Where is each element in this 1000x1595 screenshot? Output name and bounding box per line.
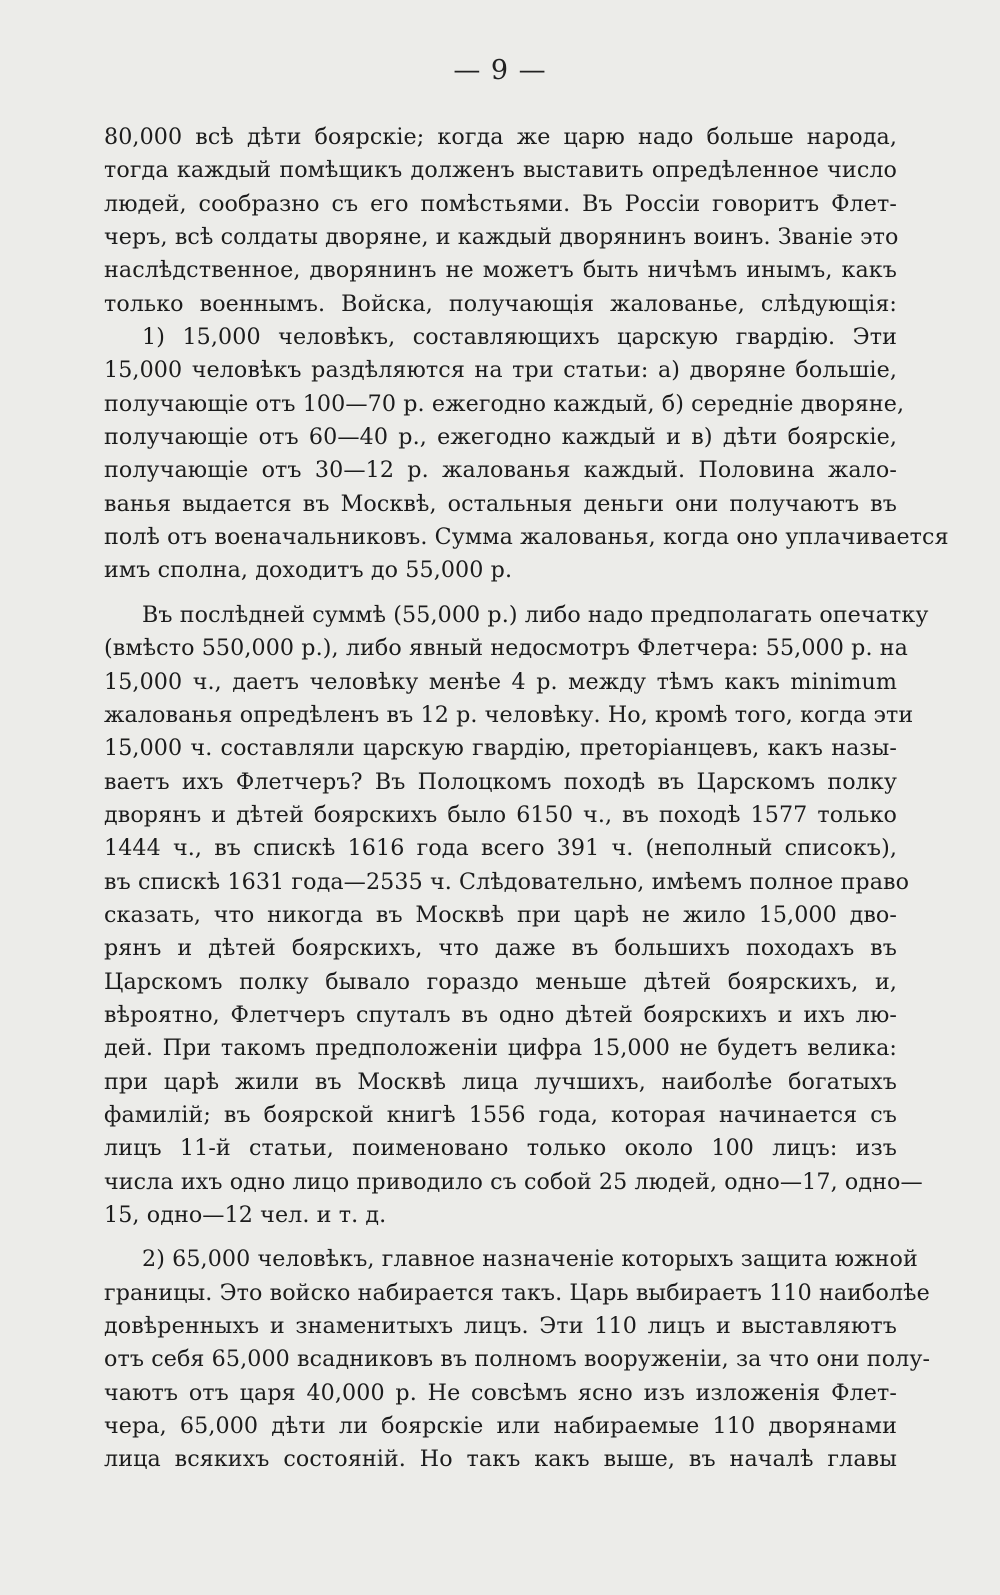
text-line: рянъ и дѣтей боярскихъ, что даже въ большихъ походахъ въ [104,935,897,962]
text-line: 15,000 ч., даетъ человѣку менѣе 4 р. между тѣмъ какъ minimum [104,668,897,695]
text-line: лица всякихъ состояній. Но такъ какъ выше, въ началѣ главы [104,1446,897,1473]
paragraph-start-line: 1) 15,000 человѣкъ, составляющихъ царскую гвардію. Эти [142,324,897,351]
paragraph-gap [104,1232,897,1243]
text-line: ваетъ ихъ Флетчеръ? Въ Полоцкомъ походѣ въ Царскомъ полку [104,768,897,795]
text-line: Царскомъ полку бывало гораздо меньше дѣтей боярскихъ, и, [104,968,897,995]
text-line: получающіе отъ 60—40 р., ежегодно каждый и в) дѣти боярскіе, [104,424,897,451]
paragraph-end-line: 15, одно—12 чел. и т. д. [104,1202,387,1228]
text-line: сказать, что никогда въ Москвѣ при царѣ не жило 15,000 дво- [104,901,897,928]
text-line: людей, сообразно съ его помѣстьями. Въ Россіи говоритъ Флет- [104,190,897,217]
text-line: (вмѣсто 550,000 р.), либо явный недосмотръ Флетчера: 55,000 р. на [104,635,908,662]
text-line: въ спискѣ 1631 года—2535 ч. Слѣдовательно, имѣемъ полное право [104,868,910,895]
text-line: 1444 ч., въ спискѣ 1616 года всего 391 ч. (неполный списокъ), [104,835,897,862]
text-line: тогда каждый помѣщикъ долженъ выставить опредѣленное число [104,157,897,184]
text-line: 15,000 человѣкъ раздѣляются на три статьи: а) дворяне большіе, [104,357,897,384]
text-line: жалованья опредѣленъ въ 12 р. человѣку. Но, кромѣ того, когда эти [104,701,914,728]
text-line: только военнымъ. Войска, получающія жалованье, слѣдующія: [104,290,897,317]
text-line: наслѣдственное, дворянинъ не можетъ быть ничѣмъ инымъ, какъ [104,257,897,284]
text-line: 80,000 всѣ дѣти боярскіе; когда же царю надо больше народа, [104,124,897,150]
text-line: чера, 65,000 дѣти ли боярскіе или набираемые 110 дворянами [104,1413,897,1440]
text-line: вѣроятно, Флетчеръ спуталъ въ одно дѣтей боярскихъ и ихъ лю- [104,1001,897,1028]
text-line: получающіе отъ 30—12 р. жалованья каждый. Половина жало- [104,457,897,484]
text-line: черъ, всѣ солдаты дворяне, и каждый дворянинъ воинъ. Званіе это [104,224,899,251]
paragraph-start-line: Въ послѣдней суммѣ (55,000 р.) либо надо предполагать опечатку [142,601,929,628]
text-line: чаютъ отъ царя 40,000 р. Не совсѣмъ ясно изъ изложенія Флет- [104,1379,897,1406]
text-line: лицъ 11-й статьи, поименовано только около 100 лицъ: изъ [104,1135,897,1162]
text-line: получающіе отъ 100—70 р. ежегодно каждый, б) середніе дворяне, [104,390,905,417]
text-line: дворянъ и дѣтей боярскихъ было 6150 ч., въ походѣ 1577 только [104,801,897,828]
text-line: при царѣ жили въ Москвѣ лица лучшихъ, наиболѣе богатыхъ [104,1068,897,1095]
text-line: полѣ отъ военачальниковъ. Сумма жалованья, когда оно уплачивается [104,524,949,551]
page-number: — 9 — [453,55,547,86]
text-line: дей. При такомъ предположеніи цифра 15,000 не будетъ велика: [104,1035,897,1062]
paragraph-start-line: 2) 65,000 человѣкъ, главное назначеніе которыхъ защита южной [142,1246,918,1273]
text-line: фамилій; въ боярской книгѣ 1556 года, которая начинается съ [104,1101,897,1128]
paragraph-gap [104,588,897,599]
body-text [104,121,949,1477]
text-line: числа ихъ одно лицо приводило съ собой 25 людей, одно—17, одно— [104,1168,923,1195]
text-line: отъ себя 65,000 всадниковъ въ полномъ вооруженіи, за что они полу- [104,1346,931,1373]
paragraph-end-line: имъ сполна, доходитъ до 55,000 р. [104,557,513,584]
text-line: ванья выдается въ Москвѣ, остальныя деньги они получаютъ въ [104,490,897,517]
text-line: довѣренныхъ и знаменитыхъ лицъ. Эти 110 лицъ и выставляютъ [104,1313,897,1340]
text-line: 15,000 ч. составляли царскую гвардію, преторіанцевъ, какъ назы- [104,735,897,762]
text-line: границы. Это войско набирается такъ. Царь выбираетъ 110 наиболѣе [104,1279,930,1306]
